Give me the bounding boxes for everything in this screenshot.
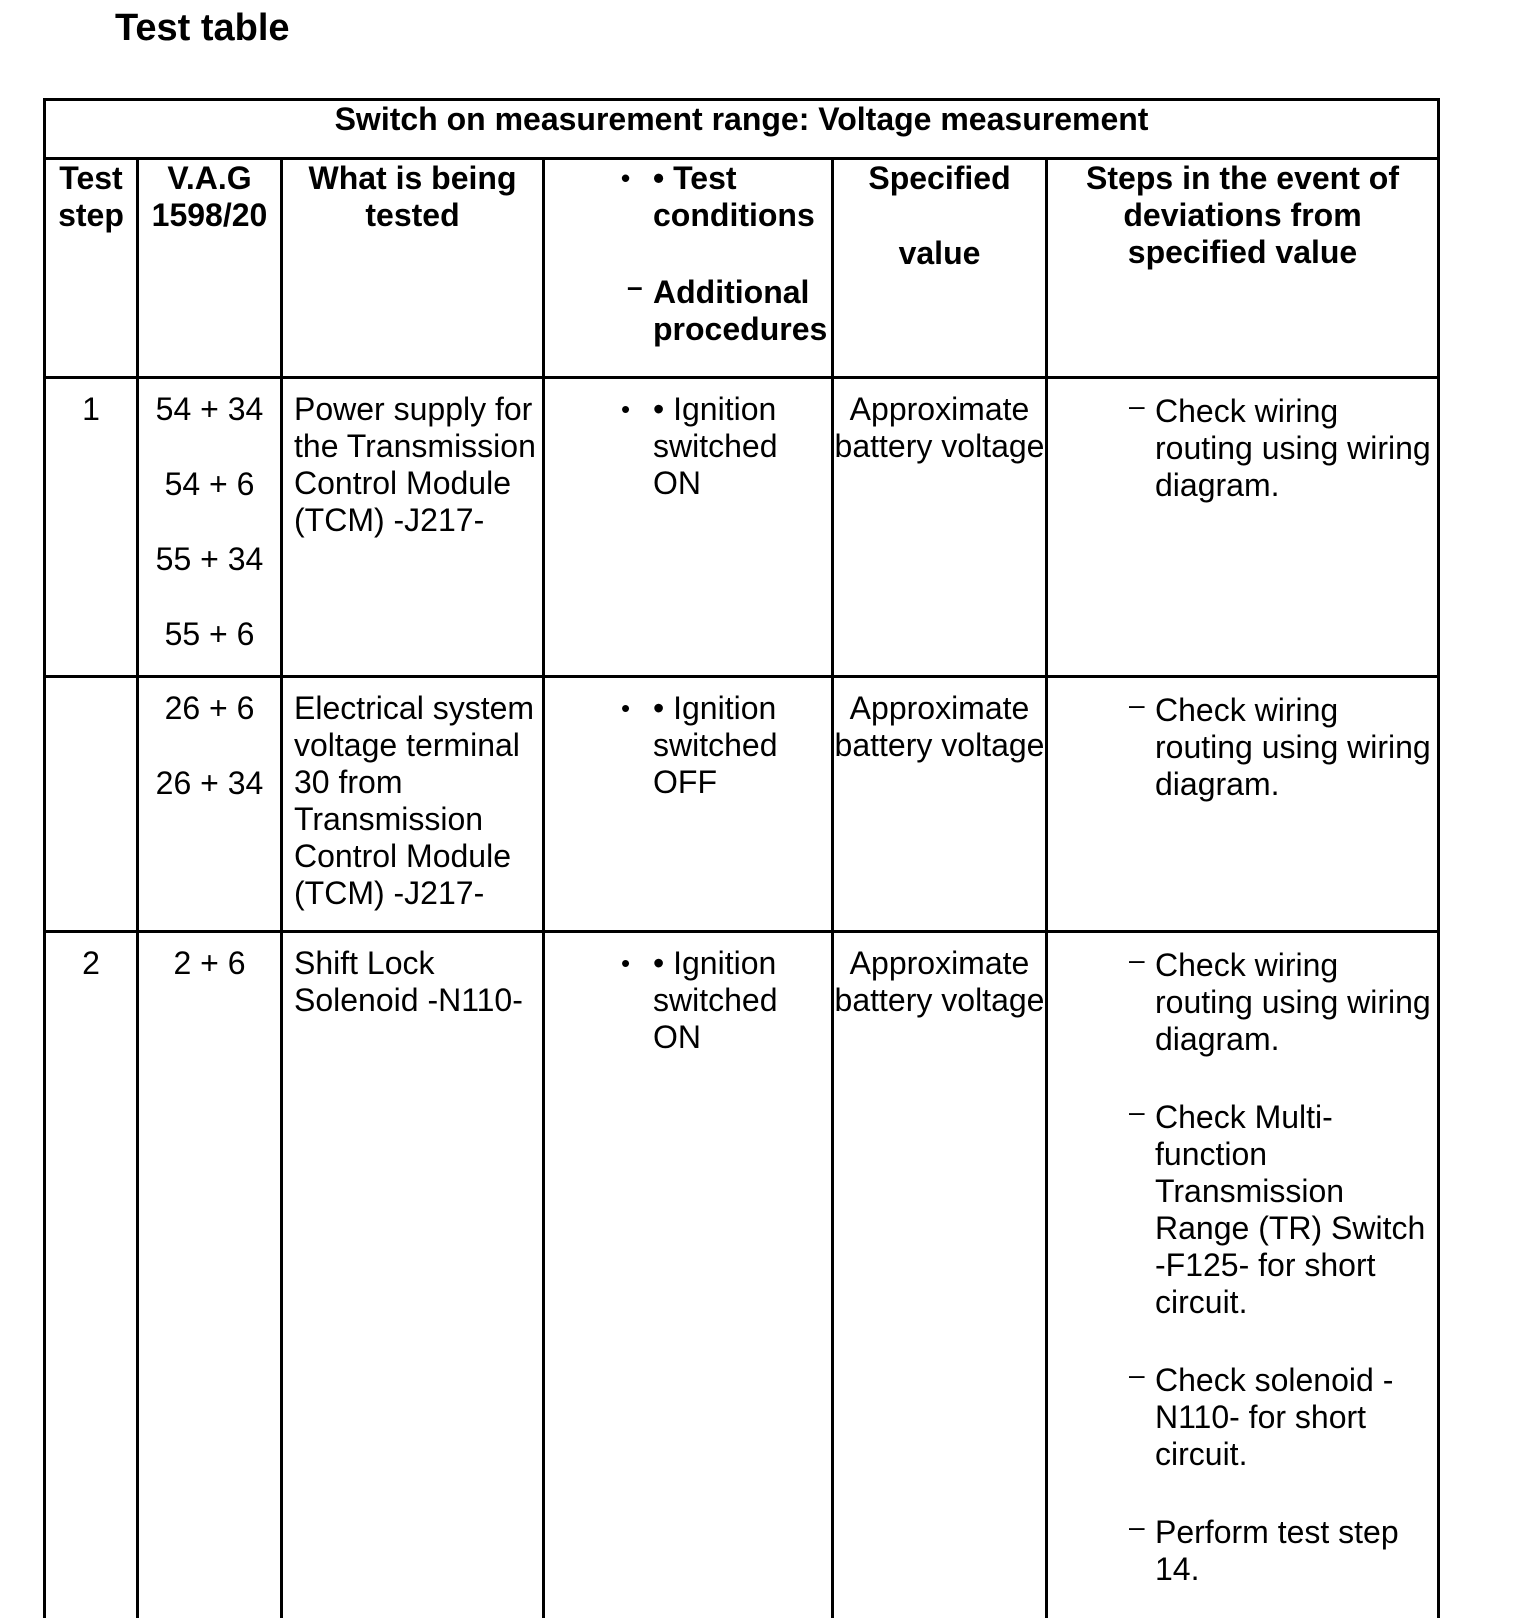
header-conditions [544, 159, 833, 378]
specified-value-cell: Approximate battery voltage [833, 378, 1047, 677]
test-step-cell [45, 677, 138, 932]
test-step-cell: 1 [45, 378, 138, 677]
deviation-steps-cell [1047, 677, 1439, 932]
condition-cell: • • Ignition switched ON [544, 932, 833, 1618]
dash-icon: – [1129, 1511, 1145, 1542]
table-row [45, 932, 1439, 1618]
header-test-step: Test step [45, 159, 138, 378]
deviation-step: – Check wiring routing using wiring diagram. [1155, 947, 1437, 1058]
header-vag: V.A.G 1598/20 [138, 159, 282, 378]
deviation-step: – Check wiring routing using wiring diagram. [1155, 393, 1437, 504]
page-title: Test table [115, 7, 290, 49]
deviation-step: – Check Multi-function Transmission Range (TR) Switch -F125- for short circuit. [1155, 1099, 1437, 1321]
header-specified-value: Specified value [833, 159, 1047, 378]
vag-cell: 54 + 34 54 + 6 55 + 34 55 + 6 [138, 378, 282, 677]
dash-icon: – [1129, 944, 1145, 975]
table-row [45, 378, 1439, 677]
condition-cell: • • Ignition switched ON [544, 378, 833, 677]
what-tested-cell: Power supply for the Transmission Control Module (TCM) -J217- [282, 378, 544, 677]
dash-icon: – [1129, 1359, 1145, 1390]
test-step-cell: 2 [45, 932, 138, 1618]
bullet-icon: • [621, 394, 631, 424]
vag-cell: 2 + 6 [138, 932, 282, 1618]
what-tested-cell: Shift Lock Solenoid -N110- [282, 932, 544, 1618]
dash-icon: – [1129, 390, 1145, 421]
header-conditions-item: • • Test conditions [621, 160, 815, 233]
specified-value-cell: Approximate battery voltage [833, 677, 1047, 932]
bullet-icon: • [621, 948, 631, 978]
table-row [45, 677, 1439, 932]
bullet-icon: • [621, 163, 631, 193]
specified-value-cell: Approximate battery voltage [833, 932, 1047, 1618]
dash-icon: – [1129, 689, 1145, 720]
header-additional-item: – Additional procedures [653, 274, 831, 348]
deviation-step: – Perform test step 14. [1155, 1514, 1437, 1588]
what-tested-cell: Electrical system voltage terminal 30 from Transmission Control Module (TCM) -J217- [282, 677, 544, 932]
dash-icon: – [627, 271, 643, 302]
deviation-step: – Check solenoid -N110- for short circuit. [1155, 1362, 1437, 1473]
deviation-step: – Check wiring routing using wiring diagram. [1155, 692, 1437, 803]
table-banner-row [45, 100, 1439, 159]
deviation-steps-cell [1047, 932, 1439, 1618]
measurement-range-banner: Switch on measurement range: Voltage measurement [45, 100, 1439, 159]
header-steps-deviation: Steps in the event of deviations from specified value [1047, 159, 1439, 378]
header-what-tested: What is being tested [282, 159, 544, 378]
test-table [43, 98, 1440, 1618]
bullet-icon: • [621, 693, 631, 723]
dash-icon: – [1129, 1096, 1145, 1127]
table-header-row [45, 159, 1439, 378]
deviation-steps-cell [1047, 378, 1439, 677]
condition-cell: • • Ignition switched OFF [544, 677, 833, 932]
vag-cell: 26 + 6 26 + 34 [138, 677, 282, 932]
